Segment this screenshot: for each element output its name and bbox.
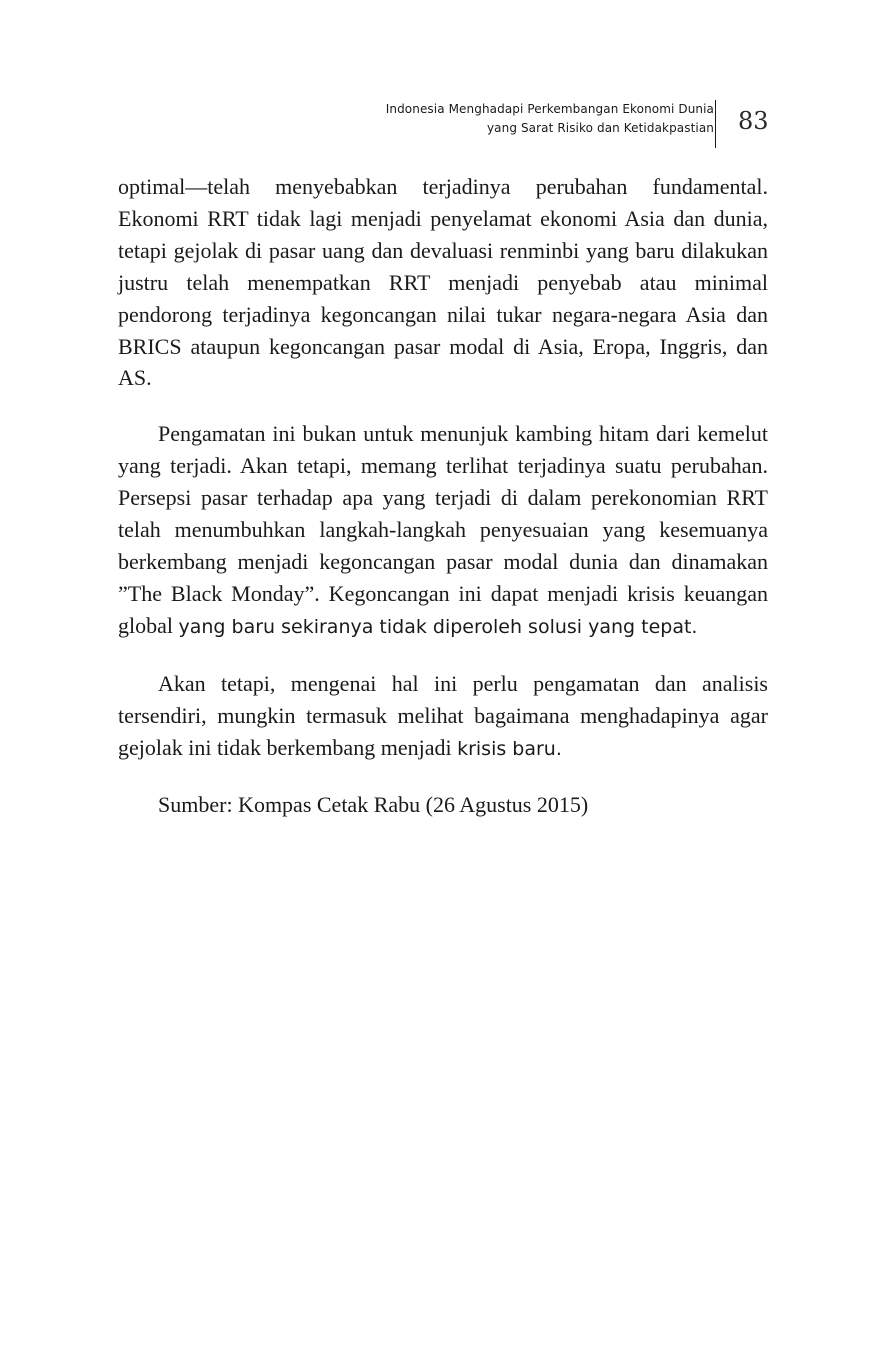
page-number: 83 bbox=[738, 107, 769, 135]
header-divider bbox=[715, 100, 716, 148]
paragraph-2-tail: yang baru sekiranya tidak diperoleh solusi yang tepat. bbox=[178, 615, 698, 638]
running-header bbox=[386, 100, 714, 138]
paragraph-1-text: optimal—telah menyebabkan terjadinya perubahan fundamental. Ekonomi RRT tidak lagi menjadi penyelamat ekonomi Asia dan dunia, tetapi gejolak di pasar uang dan devaluasi renminbi yang baru dilakukan justru telah menempatkan RRT menjadi penyebab atau minimal pendorong terjadinya kegoncangan nilai tukar negara-negara Asia dan BRICS ataupun kegoncangan pasar modal di Asia, Eropa, Inggris, dan AS. bbox=[118, 174, 768, 391]
paragraph-2 bbox=[118, 418, 768, 643]
body-text bbox=[118, 171, 768, 821]
paragraph-3 bbox=[118, 668, 768, 766]
paragraph-3-tail: krisis baru. bbox=[457, 737, 562, 760]
paragraph-3-text: Akan tetapi, mengenai hal ini perlu pengamatan dan analisis tersendiri, mungkin termasuk melihat bagaimana menghadapinya agar gejolak ini tidak berkembang menjadi bbox=[118, 670, 768, 760]
source-citation: Sumber: Kompas Cetak Rabu (26 Agustus 2015) bbox=[158, 792, 589, 818]
paragraph-2-text: Pengamatan ini bukan untuk menunjuk kambing hitam dari kemelut yang terjadi. Akan tetapi, memang terlihat terjadinya suatu perubahan. Persepsi pasar terhadap apa yang terjadi di dalam perekonomian RRT telah menumbuhkan langkah-langkah penyesuaian yang kesemuanya berkembang menjadi kegoncangan pasar modal dunia dan dinamakan ”The Black Monday”. Kegoncangan ini dapat menjadi krisis keuangan global bbox=[118, 421, 768, 638]
paragraph-1 bbox=[118, 171, 768, 394]
header-title-line-2: yang Sarat Risiko dan Ketidakpastian bbox=[486, 121, 714, 135]
header-title-line-1: Indonesia Menghadapi Perkembangan Ekonomi Dunia bbox=[385, 102, 714, 116]
